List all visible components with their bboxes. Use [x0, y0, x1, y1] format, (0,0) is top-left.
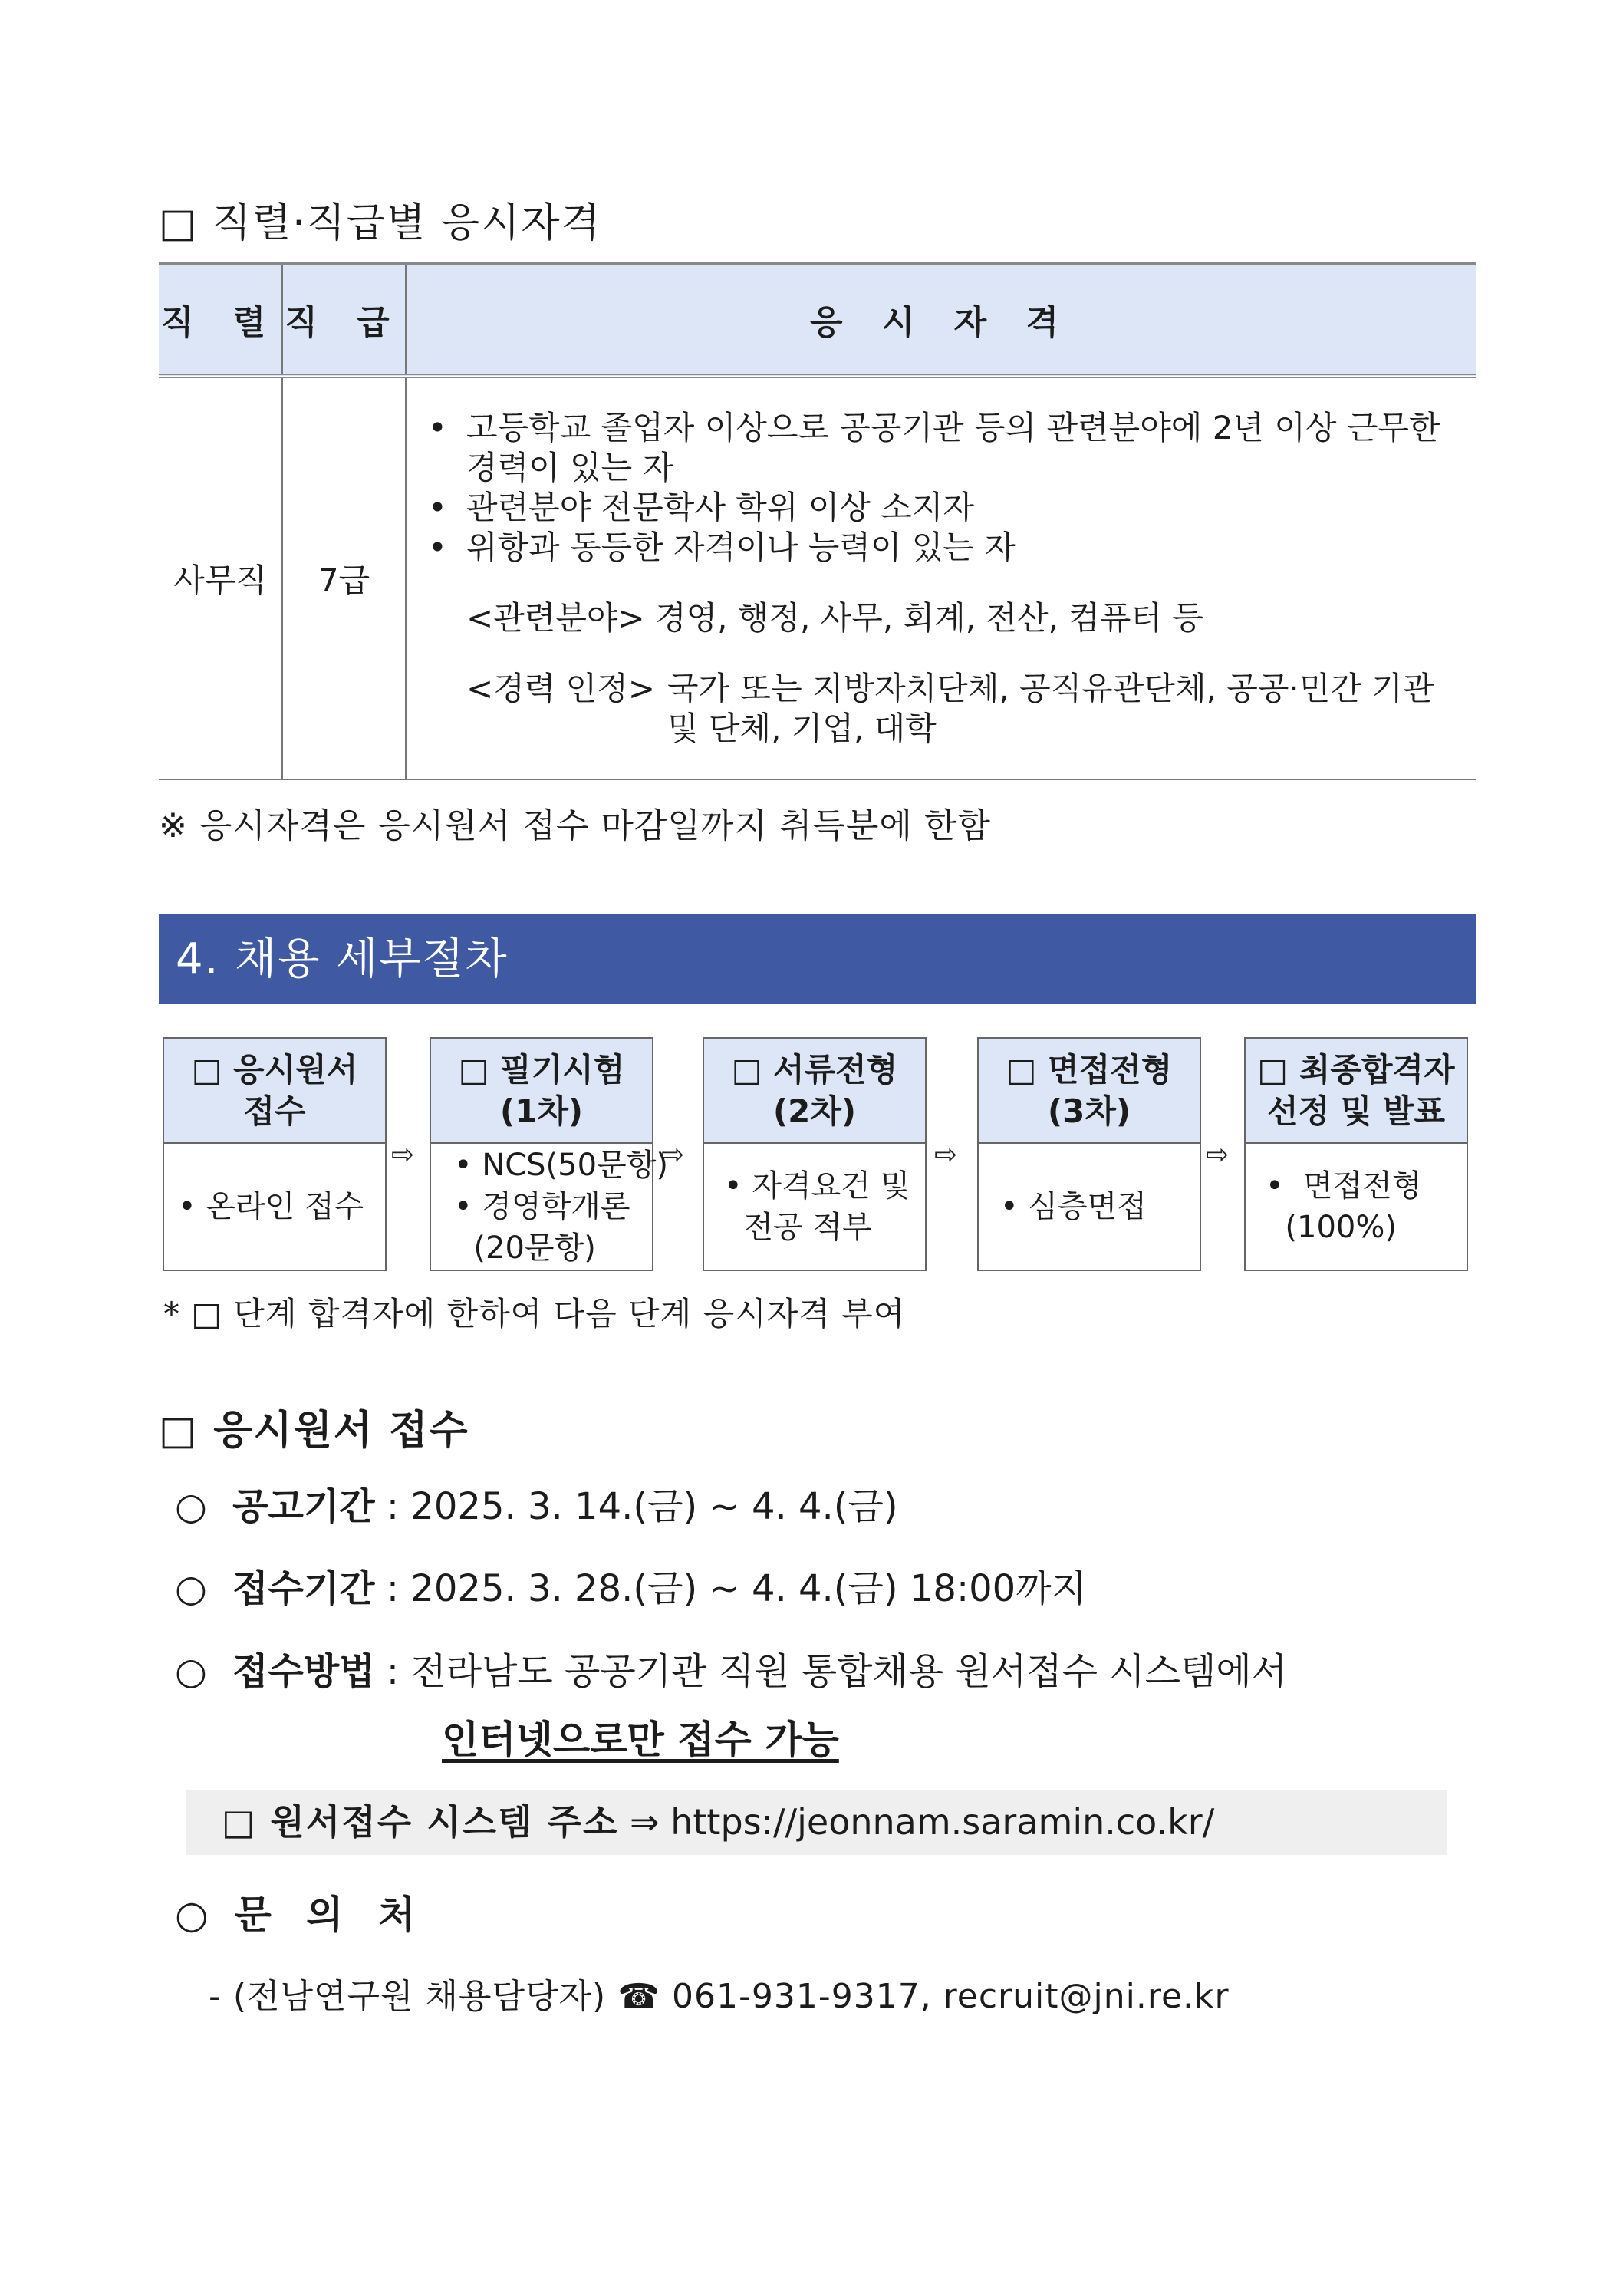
- step-header: □ 서류전형 (2차): [704, 1039, 925, 1144]
- reception-method-value: 전라남도 공공기관 직원 통합채용 원서접수 시스템에서: [410, 1650, 1288, 1693]
- table-header-row: [159, 264, 1476, 376]
- reception-period-line: ○ 접수기간 : 2025. 3. 28.(금) ~ 4. 4.(금) 18:00까지: [175, 1567, 1087, 1610]
- qualification-table: [159, 262, 1476, 780]
- flow-arrow-icon: ⇨: [661, 1139, 685, 1171]
- related-fields-note: <관련분야> 경영, 행정, 사무, 회계, 전산, 컴퓨터 등: [466, 598, 1203, 637]
- step-body: • 온라인 접수: [178, 1189, 364, 1224]
- reception-period-value: 2025. 3. 28.(금) ~ 4. 4.(금) 18:00까지: [410, 1567, 1087, 1610]
- step-body: • 심층면접: [1000, 1189, 1147, 1224]
- step-body: • NCS(50문항) • 경영학개론 (20문항): [454, 1148, 668, 1266]
- header-qualification: 응 시 자 격: [406, 264, 1476, 376]
- career-recognition-note: [428, 669, 1462, 749]
- step-header: □ 응시원서 접수: [164, 1039, 385, 1144]
- header-grade: 직 급: [282, 264, 406, 376]
- contact-line: - (전남연구원 채용담당자) ☎ 061-931-9317, recruit@jni.re.kr: [209, 1977, 1230, 2016]
- system-address-label: □ 원서접수 시스템 주소: [222, 1801, 619, 1843]
- qualification-bullet-1: • 고등학교 졸업자 이상으로 공공기관 등의 관련분야에 2년 이상 근무한 경력이 있는 자: [428, 408, 1440, 486]
- header-series: 직 렬: [159, 264, 282, 376]
- step-interview: [977, 1037, 1201, 1271]
- system-address-box: [186, 1790, 1447, 1855]
- table-row: [159, 376, 1476, 779]
- step-header: □ 최종합격자 선정 및 발표: [1246, 1039, 1467, 1144]
- announcement-period-label: 공고기간: [232, 1485, 375, 1528]
- step-header: □ 면접전형 (3차): [979, 1039, 1200, 1144]
- qualification-notice: ※ 응시자격은 응시원서 접수 마감일까지 취득분에 한함: [159, 806, 991, 845]
- procedure-banner: 4. 채용 세부절차: [159, 914, 1476, 1004]
- qualification-bullet-2: • 관련분야 전문학사 학위 이상 소지자: [428, 488, 974, 526]
- procedure-footnote: * □ 단계 합격자에 한하여 다음 단계 응시자격 부여: [163, 1295, 906, 1332]
- system-address-link[interactable]: https://jeonnam.saramin.co.kr/: [670, 1801, 1215, 1843]
- step-body: • 면접전형 (100%): [1266, 1168, 1422, 1245]
- cell-qualification: [406, 376, 1476, 779]
- announcement-period-line: ○ 공고기간 : 2025. 3. 14.(금) ~ 4. 4.(금): [175, 1485, 898, 1528]
- step-header: □ 필기시험 (1차): [431, 1039, 652, 1144]
- step-final-selection: [1244, 1037, 1468, 1271]
- application-heading: □ 응시원서 접수: [159, 1408, 469, 1454]
- right-arrow-icon: ⇒: [618, 1801, 671, 1843]
- step-body: • 자격요건 및 전공 적부: [724, 1168, 910, 1245]
- qualification-heading: □ 직렬·직급별 응시자격: [159, 200, 601, 246]
- contact-heading-line: ○ 문 의 처: [175, 1892, 426, 1937]
- reception-method-label: 접수방법: [232, 1650, 375, 1693]
- step-application: [163, 1037, 387, 1271]
- cell-grade: 7급: [282, 376, 406, 779]
- flow-arrow-icon: ⇨: [391, 1139, 415, 1171]
- announcement-period-value: 2025. 3. 14.(금) ~ 4. 4.(금): [410, 1485, 898, 1528]
- cell-series: 사무직: [159, 376, 282, 779]
- qualification-bullet-3: • 위항과 동등한 자격이나 능력이 있는 자: [428, 528, 1016, 566]
- step-document-screening: [703, 1037, 927, 1271]
- career-label: <경력 인정>: [466, 669, 656, 707]
- reception-method-line: ○ 접수방법 : 전라남도 공공기관 직원 통합채용 원서접수 시스템에서: [175, 1650, 1288, 1693]
- internet-only-emphasis: 인터넷으로만 접수 가능: [442, 1718, 839, 1762]
- flow-arrow-icon: ⇨: [1206, 1139, 1230, 1171]
- step-written-exam: [430, 1037, 668, 1271]
- contact-heading: 문 의 처: [234, 1892, 426, 1937]
- flow-arrow-icon: ⇨: [934, 1139, 958, 1171]
- reception-period-label: 접수기간: [232, 1567, 375, 1610]
- career-text: 국가 또는 지방자치단체, 공직유관단체, 공공·민간 기관 및 단체, 기업, 대학: [667, 669, 1434, 747]
